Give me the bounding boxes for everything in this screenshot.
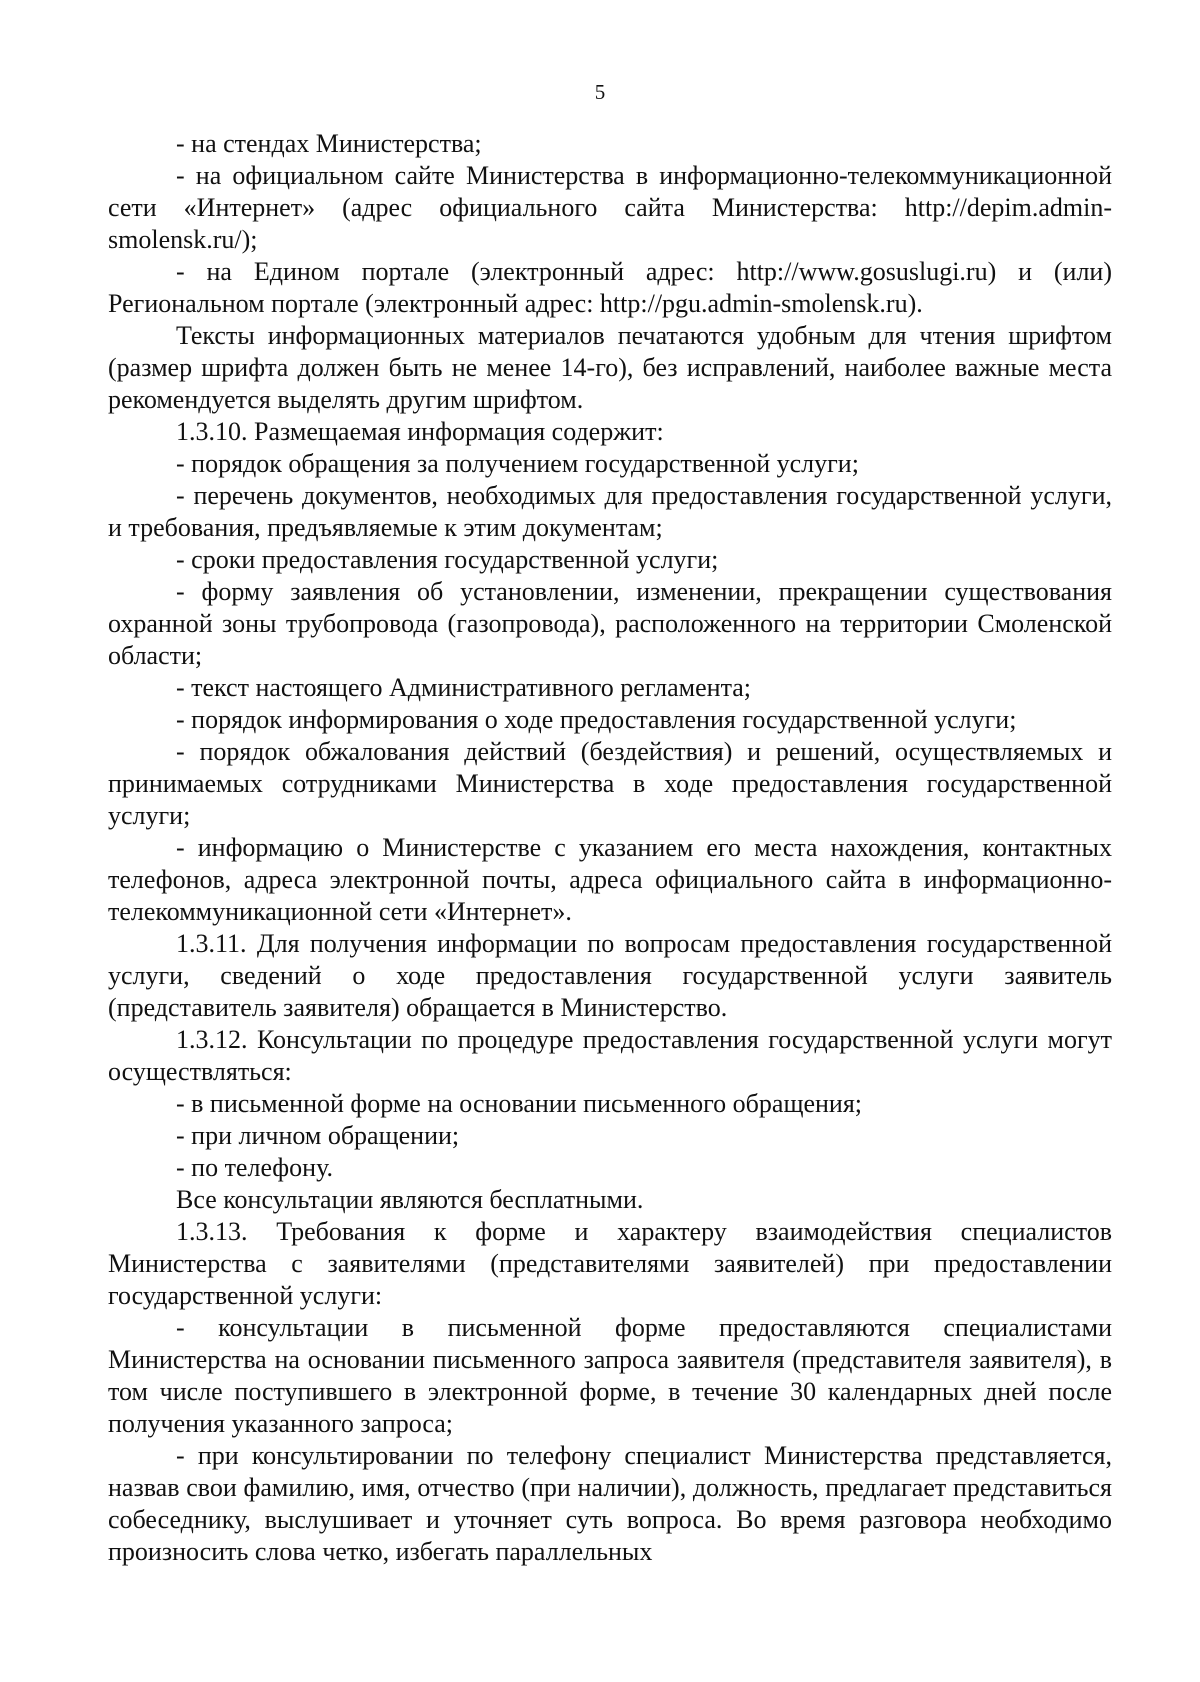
paragraph: - консультации в письменной форме предоставляются специалистами Министерства на основании письменного запроса заявителя (представителя заявителя), в том числе поступившего в электронной форме, в течение 30 календарных дней после получения указанного запроса;	[108, 1313, 1112, 1438]
paragraph: Тексты информационных материалов печатаются удобным для чтения шрифтом (размер шрифта должен быть не менее 14-го), без исправлений, наиболее важные места рекомендуется выделять другим шрифтом.	[108, 321, 1112, 414]
paragraph: - при личном обращении;	[176, 1121, 460, 1150]
paragraph: - сроки предоставления государственной услуги;	[176, 545, 719, 574]
paragraph: 1.3.12. Консультации по процедуре предоставления государственной услуги могут осуществляться:	[108, 1025, 1112, 1086]
paragraph: 1.3.13. Требования к форме и характеру взаимодействия специалистов Министерства с заявителями (представителями заявителей) при предоставлении государственной услуги:	[108, 1217, 1112, 1310]
paragraph: - на Едином портале (электронный адрес: http://www.gosuslugi.ru) и (или) Региональном портале (электронный адрес: http://pgu.admin-smolensk.ru).	[108, 257, 1112, 318]
paragraph: - в письменной форме на основании письменного обращения;	[176, 1089, 863, 1118]
paragraph: - форму заявления об установлении, изменении, прекращении существования охранной зоны трубопровода (газопровода), расположенного на территории Смоленской области;	[108, 577, 1112, 670]
document-body	[108, 128, 1112, 1568]
paragraph: - по телефону.	[176, 1153, 333, 1182]
paragraph: - порядок информирования о ходе предоставления государственной услуги;	[176, 705, 1017, 734]
paragraph: - перечень документов, необходимых для предоставления государственной услуги, и требования, предъявляемые к этим документам;	[108, 481, 1112, 542]
page-number: 5	[594, 80, 606, 104]
paragraph: - порядок обжалования действий (бездействия) и решений, осуществляемых и принимаемых сотрудниками Министерства в ходе предоставления государственной услуги;	[108, 737, 1112, 830]
paragraph: - информацию о Министерстве с указанием его места нахождения, контактных телефонов, адреса электронной почты, адреса официального сайта в информационно-телекоммуникационной сети «Интернет».	[108, 833, 1112, 926]
paragraph: Все консультации являются бесплатными.	[176, 1185, 644, 1214]
paragraph: - на стендах Министерства;	[176, 129, 482, 158]
paragraph: - текст настоящего Административного регламента;	[176, 673, 752, 702]
paragraph: - порядок обращения за получением государственной услуги;	[176, 449, 859, 478]
paragraph: 1.3.11. Для получения информации по вопросам предоставления государственной услуги, сведений о ходе предоставления государственной услуги заявитель (представитель заявителя) обращается в Министерство.	[108, 929, 1112, 1022]
paragraph: - на официальном сайте Министерства в информационно-телекоммуникационной сети «Интернет» (адрес официального сайта Министерства: http://depim.admin-smolensk.ru/);	[108, 161, 1112, 254]
paragraph: 1.3.10. Размещаемая информация содержит:	[176, 417, 664, 446]
paragraph: - при консультировании по телефону специалист Министерства представляется, назвав свои фамилию, имя, отчество (при наличии), должность, предлагает представиться собеседнику, выслушивает и уточняет суть вопроса. Во время разговора необходимо произносить слова четко, избегать параллельных	[108, 1441, 1112, 1566]
